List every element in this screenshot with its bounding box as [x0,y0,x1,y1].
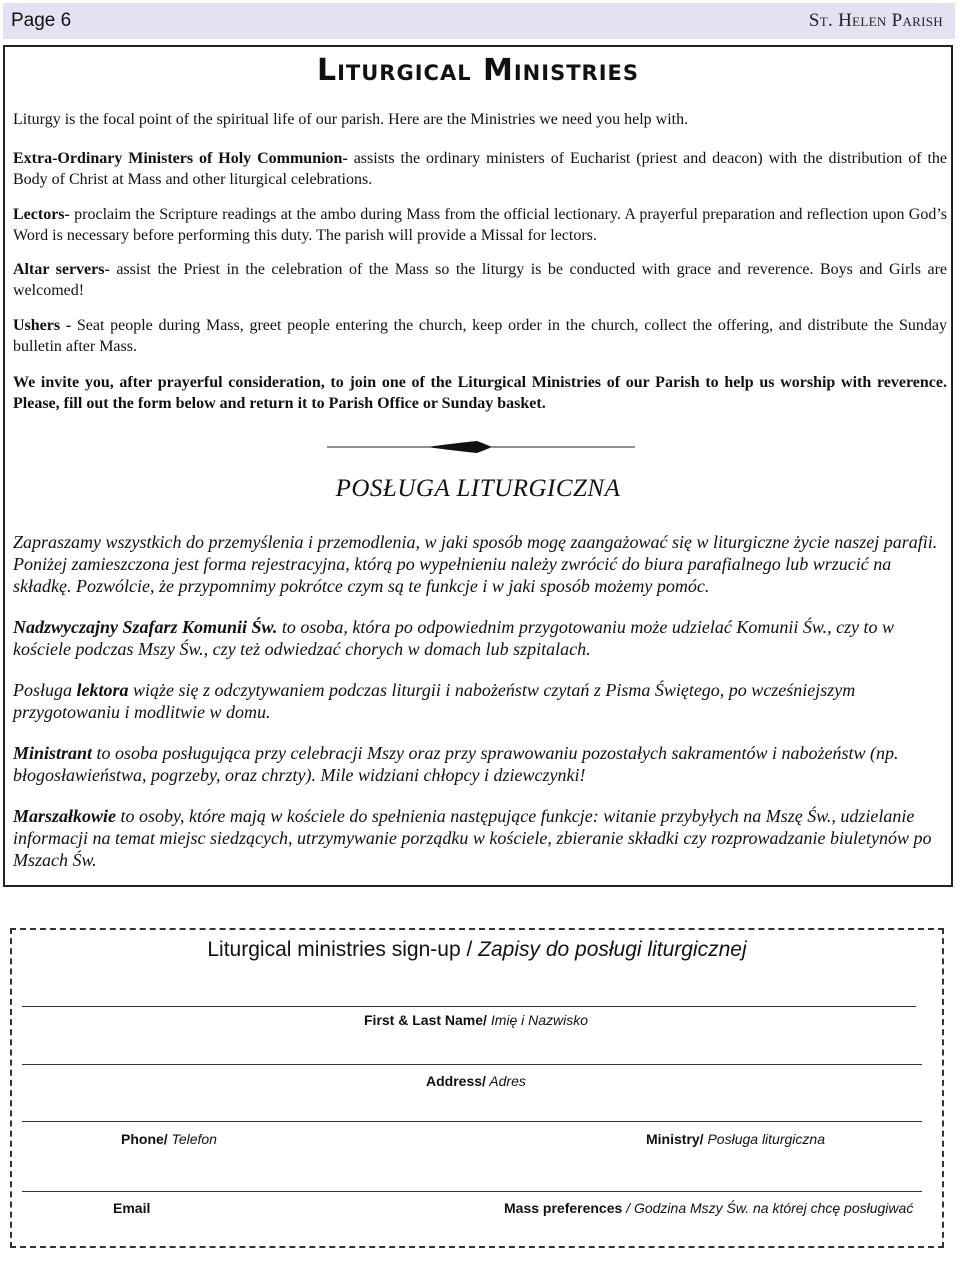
ushers-ministry [13,315,947,357]
lektor-term: lektora [76,680,129,700]
phone-label-en: Phone/ [121,1131,168,1147]
marszalek-text: to osoby, które mają w kościele do spełnienia następujące funkcje: witanie przybyłych na Mszę Św., udzielanie informacji na temat miejsc siedzących, utrzymywanie porządku w kościele, zbieranie składki czy rozprowadzanie biuletynów po Mszach Św. [13,806,932,870]
lektor-ministry [13,679,947,723]
ministrant-term: Ministrant [13,743,93,763]
name-field[interactable] [22,1006,916,1007]
servers-term: Altar servers- [13,261,110,278]
address-label [426,1073,526,1089]
polish-intro: Zapraszamy wszystkich do przemyślenia i przemodlenia, w jaki sposób mogę zaangażować się w liturgiczne życie naszej parafii. Poniżej zamieszczona jest forma rejestracyjna, którą po wypełnieniu należy zwrócić do biura parafialnego lub wrzucić na składkę. Pozwólcie, że przypomnimy pokrótce czym są te funkcje i w jaki sposób możemy pomóc. [13,532,938,596]
english-intro: Liturgy is the focal point of the spiritual life of our parish. Here are the Ministries we need you help with. [13,111,689,128]
phone-label-pl: Telefon [167,1131,217,1147]
address-label-en: Address/ [426,1073,486,1089]
name-label [364,1012,588,1028]
ministry-label-en: Ministry/ [646,1131,704,1147]
address-label-pl: Adres [485,1073,526,1089]
ministry-label-pl: Posługa liturgiczna [703,1131,825,1147]
ministry-label [646,1131,825,1147]
szafarz-text: to osoba, która po odpowiednim przygotowaniu może udzielać Komunii Św., czy to w kościele podczas Mszy Św., czy też odwiedzać chorych w domach lub szpitalach. [13,617,895,659]
marszalek-ministry [13,805,947,871]
eucharist-term: Extra-Ordinary Ministers of Holy Communion- [13,150,348,167]
ministrant-ministry [13,742,947,786]
lectors-ministry [13,204,947,246]
servers-ministry [13,259,947,301]
signup-title-separator: / [460,938,479,961]
email-label-en: Email [113,1200,151,1216]
lectors-term: Lectors- [13,206,70,223]
ministrant-text: to osoba posługująca przy celebracji Mszy oraz przy sprawowaniu pozostałych sakramentów i nabożeństw (np. błogosławieństwa, pogrzeby, oraz chrzty). Mile widziani chłopcy i dziewczynki! [13,743,899,785]
szafarz-ministry [13,616,947,660]
lectors-text: proclaim the Scripture readings at the ambo during Mass from the official lectionary. A prayerful preparation and reflection upon God’s Word is necessary before performing this duty. The parish will provide a Missal for lectors. [13,206,947,244]
ornament-divider-icon [327,440,635,454]
ministries-frame [3,45,953,887]
mass-label-en: Mass preferences [504,1200,623,1216]
mass-preferences-label [504,1200,913,1216]
ushers-text: Seat people during Mass, greet people entering the church, keep order in the church, collect the offering, and distribute the Sunday bulletin after Mass. [13,317,948,355]
phone-label [121,1131,217,1147]
lektor-prefix: Posługa [13,680,77,700]
email-mass-field[interactable] [22,1191,922,1192]
lektor-text: wiąże się z odczytywaniem podczas liturgii i nabożeństw czytań z Pisma Świętego, po wcześniejszym przygotowaniu i modlitwie w domu. [13,680,856,722]
phone-ministry-field[interactable] [22,1121,922,1122]
parish-name: St. Helen Parish [808,10,943,31]
marszalek-term: Marszałkowie [13,806,117,826]
mass-label-pl: / Godzina Mszy Św. na której chcę posługiwać [622,1200,914,1216]
servers-text: assist the Priest in the celebration of the Mass so the liturgy is be conducted with grace and reverence. Boys and Girls are welcomed! [13,261,948,299]
eucharist-text: assists the ordinary ministers of Eucharist (priest and deacon) with the distribution of the Body of Christ at Mass and other liturgical celebrations. [13,150,947,188]
invitation-text: We invite you, after prayerful consideration, to join one of the Liturgical Ministries of our Parish to help us worship with reverence. Please, fill out the form below and return it to Parish Office or Sunday basket. [13,374,947,412]
signup-title [12,938,942,962]
name-label-en: First & Last Name/ [364,1012,487,1028]
szafarz-term: Nadzwyczajny Szafarz Komunii Św. [13,617,278,637]
address-field[interactable] [22,1064,922,1065]
polish-title: POSŁUGA LITURGICZNA [335,475,621,502]
signup-form [10,928,944,1248]
english-title: Liturgical Ministries [317,53,639,88]
name-label-pl: Imię i Nazwisko [486,1012,589,1028]
email-label [113,1200,150,1216]
signup-title-pl: Zapisy do posługi liturgicznej [478,938,747,961]
ushers-term: Ushers - [13,317,72,334]
page-number: Page 6 [11,10,72,31]
eucharist-ministry [13,148,947,190]
signup-title-en: Liturgical ministries sign-up [207,938,461,961]
page-header [3,3,955,39]
